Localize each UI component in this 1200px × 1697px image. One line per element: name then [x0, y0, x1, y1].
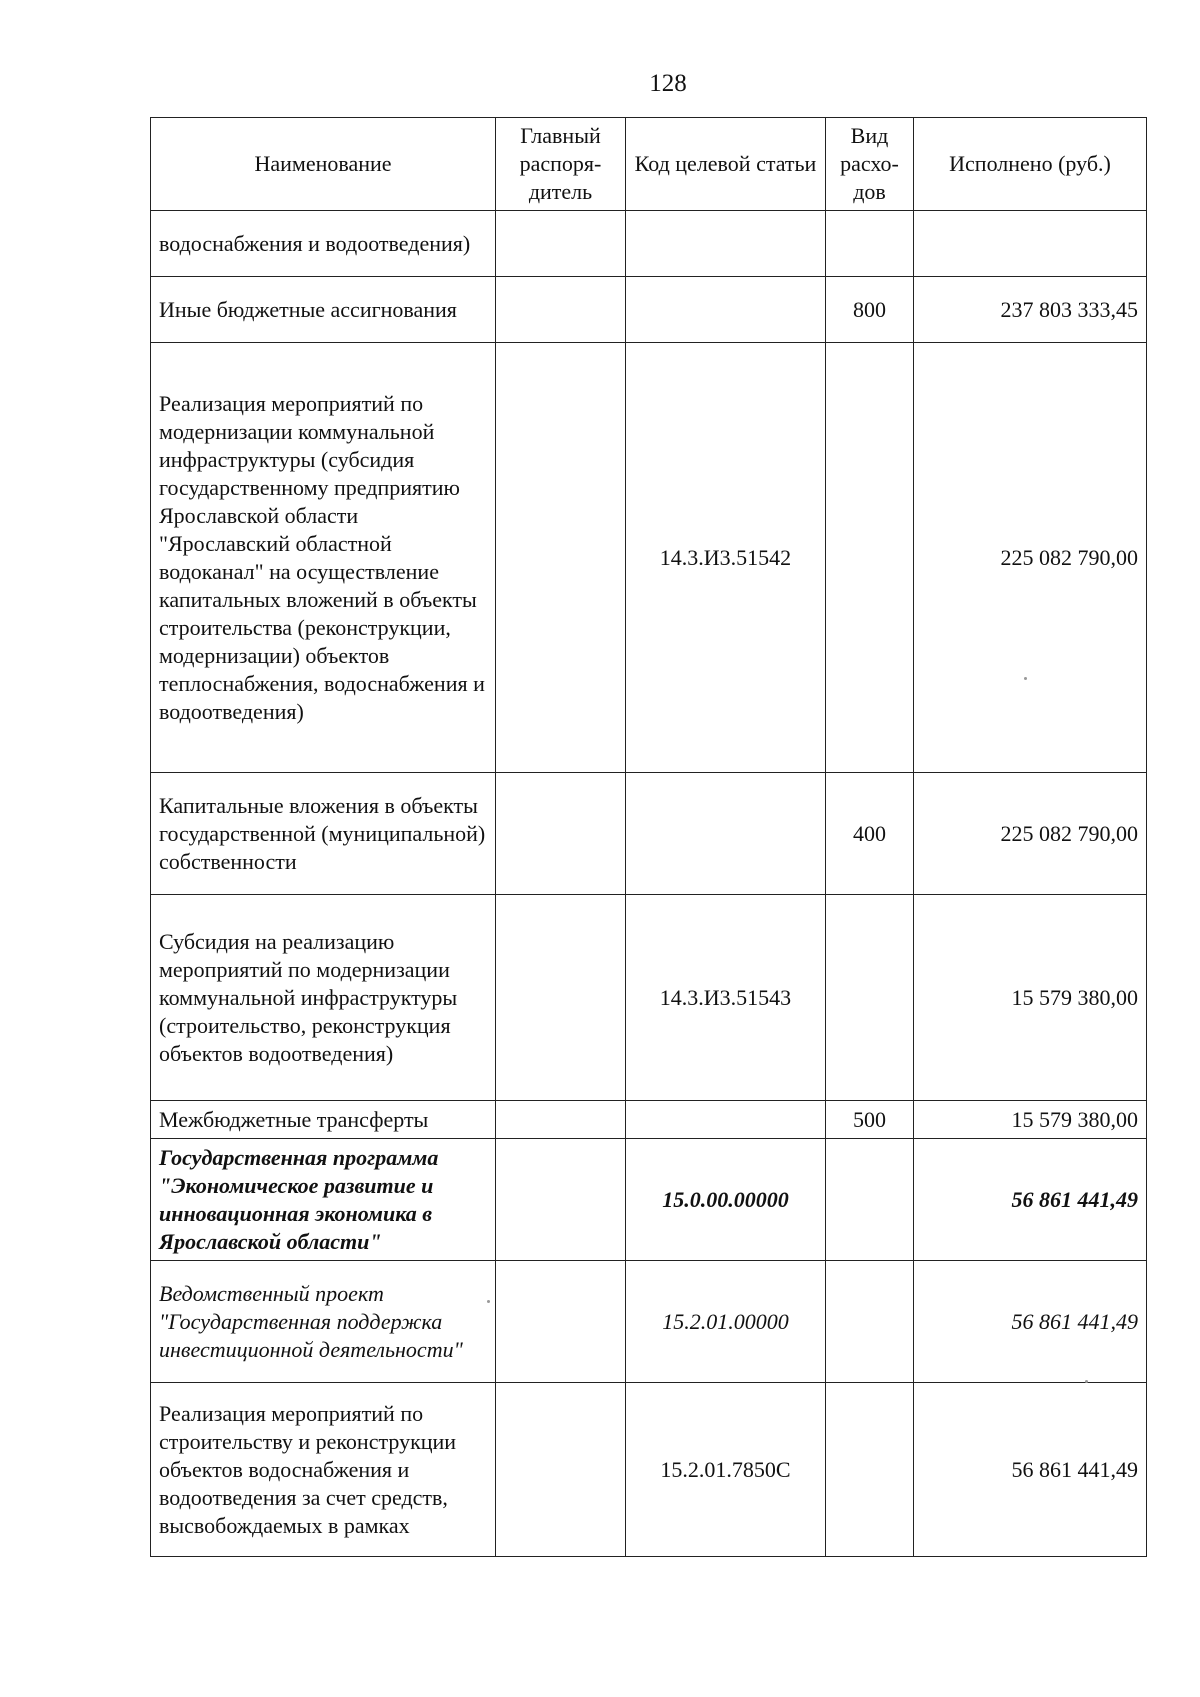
row-name: водоснабжения и водоотведения): [151, 211, 496, 277]
scan-speck: [1085, 1380, 1088, 1383]
row-code: 15.2.01.00000: [626, 1261, 826, 1383]
row-manager: [496, 1261, 626, 1383]
table-row: [151, 773, 1147, 895]
table-row: [151, 1261, 1147, 1383]
header-main-manager: Главный распоря-дитель: [496, 118, 626, 211]
row-kind: [826, 1139, 914, 1261]
header-name: Наименование: [151, 118, 496, 211]
header-executed: Исполнено (руб.): [914, 118, 1147, 211]
row-manager: [496, 1383, 626, 1557]
row-manager: [496, 1101, 626, 1139]
table-row: [151, 1139, 1147, 1261]
table-row: [151, 343, 1147, 773]
table-row: [151, 211, 1147, 277]
row-name: Капитальные вложения в объекты государственной (муниципальной) собственности: [151, 773, 496, 895]
row-code: 14.3.И3.51542: [626, 343, 826, 773]
row-amount: 15 579 380,00: [914, 1101, 1147, 1139]
scan-speck: [487, 1300, 490, 1303]
table-row: [151, 1383, 1147, 1557]
table-row: [151, 895, 1147, 1101]
row-amount: 15 579 380,00: [914, 895, 1147, 1101]
row-amount: 56 861 441,49: [914, 1383, 1147, 1557]
row-kind: [826, 1261, 914, 1383]
row-amount: 237 803 333,45: [914, 277, 1147, 343]
row-manager: [496, 1139, 626, 1261]
row-name: Иные бюджетные ассигнования: [151, 277, 496, 343]
row-manager: [496, 773, 626, 895]
row-code: 15.0.00.00000: [626, 1139, 826, 1261]
row-kind: 400: [826, 773, 914, 895]
row-manager: [496, 277, 626, 343]
row-code: [626, 211, 826, 277]
row-name: Субсидия на реализацию мероприятий по модернизации коммунальной инфраструктуры (строительство, реконструкция объектов водоотведения): [151, 895, 496, 1101]
row-kind: [826, 1383, 914, 1557]
row-amount: 225 082 790,00: [914, 773, 1147, 895]
scan-speck: [1024, 677, 1027, 680]
row-code: 15.2.01.7850С: [626, 1383, 826, 1557]
row-name: Государственная программа "Экономическое развитие и инновационная экономика в Ярославской области": [151, 1139, 496, 1261]
row-manager: [496, 343, 626, 773]
row-name: Межбюджетные трансферты: [151, 1101, 496, 1139]
row-manager: [496, 895, 626, 1101]
page-number: 128: [649, 70, 687, 97]
row-code: [626, 773, 826, 895]
table-header-row: [151, 118, 1147, 211]
row-kind: 500: [826, 1101, 914, 1139]
row-name: Реализация мероприятий по строительству и реконструкции объектов водоснабжения и водоотведения за счет средств, высвобождаемых в рамках: [151, 1383, 496, 1557]
row-kind: 800: [826, 277, 914, 343]
row-code: [626, 277, 826, 343]
header-expense-type: Вид расхо-дов: [826, 118, 914, 211]
budget-table: [150, 117, 1147, 1557]
row-amount: 56 861 441,49: [914, 1261, 1147, 1383]
table-row: [151, 277, 1147, 343]
row-amount: [914, 211, 1147, 277]
row-name: Реализация мероприятий по модернизации коммунальной инфраструктуры (субсидия государственному предприятию Ярославской области "Ярославский областной водоканал" на осуществление капитальных вложений в объекты строительства (реконструкции, модернизации) объектов теплоснабжения, водоснабжения и водоотведения): [151, 343, 496, 773]
table-row: [151, 1101, 1147, 1139]
row-manager: [496, 211, 626, 277]
row-amount: 56 861 441,49: [914, 1139, 1147, 1261]
row-kind: [826, 895, 914, 1101]
row-code: 14.3.И3.51543: [626, 895, 826, 1101]
row-name: Ведомственный проект "Государственная поддержка инвестиционной деятельности": [151, 1261, 496, 1383]
row-kind: [826, 211, 914, 277]
row-code: [626, 1101, 826, 1139]
header-target-code: Код целевой статьи: [626, 118, 826, 211]
row-kind: [826, 343, 914, 773]
row-amount: 225 082 790,00: [914, 343, 1147, 773]
